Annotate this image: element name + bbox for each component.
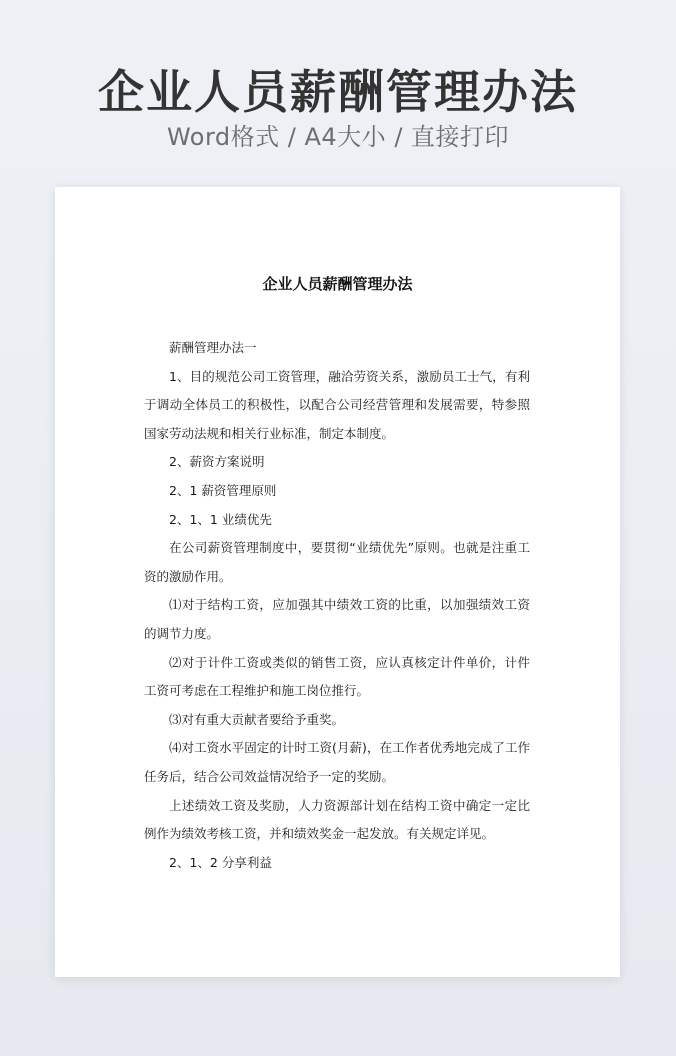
paragraph: 在公司薪资管理制度中，要贯彻“业绩优先”原则。也就是注重工资的激励作用。 <box>144 540 530 584</box>
paragraph: ⑷对工资水平固定的计时工资(月薪)，在工作者优秀地完成了工作任务后，结合公司效益情况给予一定的奖励。 <box>144 740 530 784</box>
paragraph: 上述绩效工资及奖励，人力资源部计划在结构工资中确定一定比例作为绩效考核工资，并和绩效奖金一起发放。有关规定详见。 <box>144 797 530 842</box>
paragraph: 1、目的规范公司工资管理，融洽劳资关系，激励员工士气，有利于调动全体员工的积极性，以配合公司经营管理和发展需要，特参照国家劳动法规和相关行业标准，制定本制度。 <box>144 368 530 441</box>
paragraph: 薪酬管理办法一 <box>169 340 257 355</box>
paragraph: ⑵对于计件工资或类似的销售工资，应认真核定计件单价，计件工资可考虑在工程维护和施工岗位推行。 <box>144 654 530 699</box>
paragraph: 2、1、1 业绩优先 <box>169 511 272 527</box>
paragraph: 2、薪资方案说明 <box>169 454 265 470</box>
document-body <box>144 334 530 877</box>
paragraph: ⑴对于结构工资，应加强其中绩效工资的比重，以加强绩效工资的调节力度。 <box>144 597 530 641</box>
document-title: 企业人员薪酬管理办法 <box>262 275 413 293</box>
paragraph: 2、1、2 分享利益 <box>169 854 272 870</box>
document-page <box>55 187 620 977</box>
paragraph: 2、1 薪资管理原则 <box>169 482 277 498</box>
paragraph: ⑶对有重大贡献者要给予重奖。 <box>169 711 345 727</box>
banner-title: 企业人员薪酬管理办法 <box>98 65 578 119</box>
banner-subtitle: Word格式 / A4大小 / 直接打印 <box>166 123 510 151</box>
